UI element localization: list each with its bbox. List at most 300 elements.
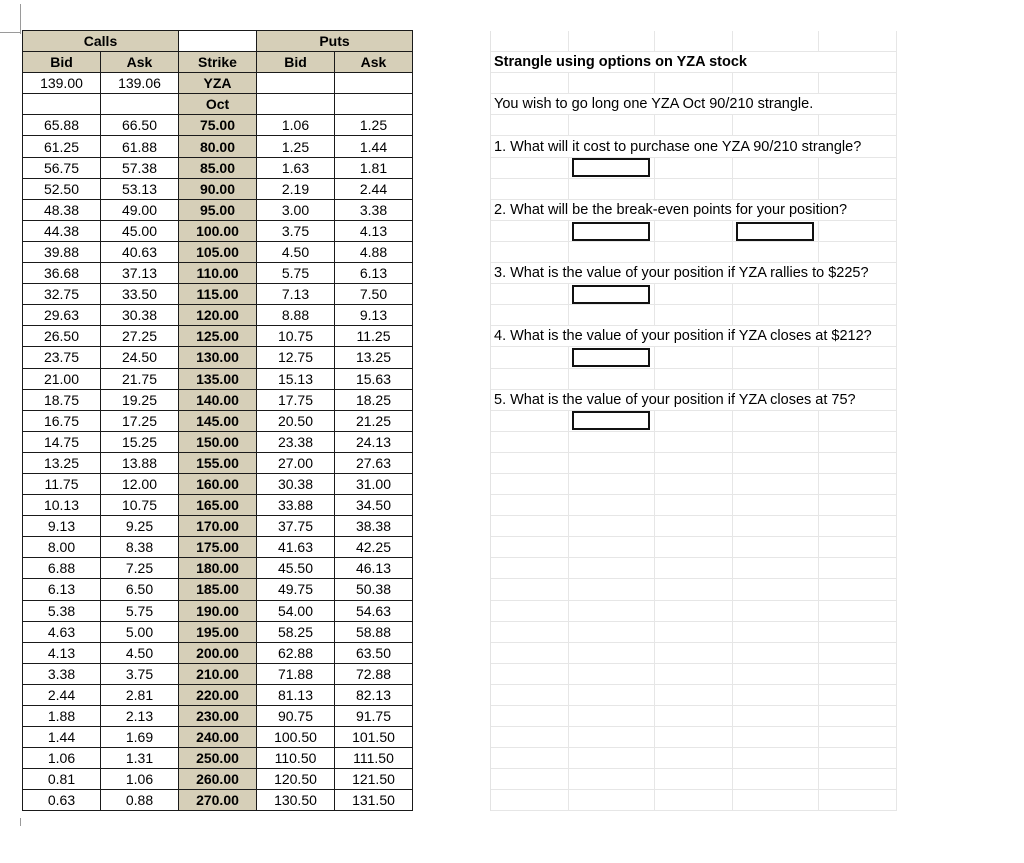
table-row (23, 790, 897, 811)
answer-cell (569, 220, 655, 241)
call-ask: 57.38 (101, 157, 179, 178)
put-bid: 41.63 (257, 537, 335, 558)
empty-cell (819, 347, 897, 368)
empty-cell (655, 748, 733, 769)
put-bid: 17.75 (257, 389, 335, 410)
spacer-cell (413, 241, 491, 262)
call-ask: 10.75 (101, 495, 179, 516)
call-ask: 9.25 (101, 516, 179, 537)
call-bid: 61.25 (23, 136, 101, 157)
empty-cell (569, 31, 655, 52)
put-ask: 131.50 (335, 790, 413, 811)
call-ask: 2.13 (101, 706, 179, 727)
empty-cell (819, 115, 897, 136)
spacer-cell (413, 326, 491, 347)
empty-cell (569, 558, 655, 579)
strike-price: 195.00 (179, 621, 257, 642)
put-ask: 91.75 (335, 706, 413, 727)
call-bid: 3.38 (23, 663, 101, 684)
empty-cell (733, 305, 819, 326)
call-ask: 17.25 (101, 410, 179, 431)
table-row (23, 389, 897, 410)
call-ask: 33.50 (101, 284, 179, 305)
table-row (23, 157, 897, 178)
call-ask: 2.81 (101, 684, 179, 705)
answer-cell (569, 284, 655, 305)
call-ask: 5.00 (101, 621, 179, 642)
call-bid: 10.13 (23, 495, 101, 516)
put-bid: 7.13 (257, 284, 335, 305)
table-row (23, 305, 897, 326)
stock-bid: 139.00 (23, 73, 101, 94)
options-table (22, 30, 897, 811)
put-bid: 27.00 (257, 452, 335, 473)
put-ask: 2.44 (335, 178, 413, 199)
empty-cell (491, 537, 569, 558)
strike-header-blank (179, 31, 257, 52)
put-ask: 111.50 (335, 748, 413, 769)
spacer-cell (413, 452, 491, 473)
empty-cell (733, 31, 819, 52)
empty-cell (491, 115, 569, 136)
empty-cell (491, 748, 569, 769)
spacer-cell (413, 706, 491, 727)
empty-cell (491, 452, 569, 473)
table-row (23, 663, 897, 684)
strike-price: 130.00 (179, 347, 257, 368)
table-row (23, 621, 897, 642)
put-ask: 11.25 (335, 326, 413, 347)
empty-cell (655, 558, 733, 579)
spacer-cell (413, 73, 491, 94)
call-ask: 66.50 (101, 115, 179, 136)
call-bid: 23.75 (23, 347, 101, 368)
empty-cell (655, 706, 733, 727)
empty-cell (491, 157, 569, 178)
empty-cell (491, 600, 569, 621)
empty-cell (569, 115, 655, 136)
spacer-cell (413, 31, 491, 52)
empty-cell (569, 495, 655, 516)
empty-cell (733, 473, 819, 494)
empty-cell (733, 727, 819, 748)
call-bid: 11.75 (23, 473, 101, 494)
put-bid: 81.13 (257, 684, 335, 705)
call-bid: 0.63 (23, 790, 101, 811)
empty-cell (733, 579, 819, 600)
empty-cell (569, 769, 655, 790)
empty-cell (569, 621, 655, 642)
problem-title: Strangle using options on YZA stock (491, 52, 897, 73)
empty-cell (819, 73, 897, 94)
put-bid: 90.75 (257, 706, 335, 727)
put-ask: 1.44 (335, 136, 413, 157)
empty-cell (569, 748, 655, 769)
table-row (23, 600, 897, 621)
empty-cell (655, 452, 733, 473)
empty-cell (491, 727, 569, 748)
answer-box-q2-1[interactable] (572, 222, 650, 241)
empty-cell (655, 663, 733, 684)
answer-box-q2-2[interactable] (736, 222, 814, 241)
put-bid: 1.63 (257, 157, 335, 178)
empty-cell (733, 790, 819, 811)
empty-cell (569, 790, 655, 811)
call-bid: 5.38 (23, 600, 101, 621)
put-ask: 121.50 (335, 769, 413, 790)
empty-cell (569, 368, 655, 389)
empty-cell (491, 769, 569, 790)
empty-cell (733, 663, 819, 684)
table-row (23, 537, 897, 558)
call-bid: 26.50 (23, 326, 101, 347)
table-row (23, 452, 897, 473)
call-ask: 61.88 (101, 136, 179, 157)
sheet-corner-vertical (20, 4, 21, 34)
strike-price: 190.00 (179, 600, 257, 621)
answer-box-q5[interactable] (572, 411, 650, 430)
put-ask: 24.13 (335, 431, 413, 452)
spacer-cell (413, 284, 491, 305)
put-ask: 3.38 (335, 199, 413, 220)
empty-cell (819, 642, 897, 663)
table-row (23, 263, 897, 284)
question-5: 5. What is the value of your position if YZA closes at 75? (491, 389, 897, 410)
put-bid: 100.50 (257, 727, 335, 748)
empty-cell (569, 537, 655, 558)
table-row (23, 115, 897, 136)
table-row (23, 495, 897, 516)
empty-cell (491, 579, 569, 600)
empty-cell (819, 558, 897, 579)
call-bid: 14.75 (23, 431, 101, 452)
spacer-cell (413, 516, 491, 537)
empty-cell (819, 410, 897, 431)
answer-cell (569, 347, 655, 368)
put-ask: 6.13 (335, 263, 413, 284)
table-row (23, 769, 897, 790)
call-bid: 52.50 (23, 178, 101, 199)
empty-cell (819, 516, 897, 537)
strike-price: 85.00 (179, 157, 257, 178)
strike-price: 165.00 (179, 495, 257, 516)
put-ask: 54.63 (335, 600, 413, 621)
put-ask-header: Ask (335, 52, 413, 73)
put-ask: 34.50 (335, 495, 413, 516)
empty-cell (733, 621, 819, 642)
empty-cell (655, 684, 733, 705)
empty-cell (733, 452, 819, 473)
empty-cell (655, 516, 733, 537)
spacer-cell (413, 410, 491, 431)
empty-cell (655, 220, 733, 241)
spacer-cell (413, 199, 491, 220)
empty-cell (819, 727, 897, 748)
empty-cell (733, 157, 819, 178)
empty-cell (569, 663, 655, 684)
empty-cell (819, 495, 897, 516)
empty-cell (819, 621, 897, 642)
put-bid: 10.75 (257, 326, 335, 347)
strike-price: 270.00 (179, 790, 257, 811)
table-row (23, 558, 897, 579)
empty-cell (569, 178, 655, 199)
empty-cell (335, 73, 413, 94)
call-ask: 4.50 (101, 642, 179, 663)
strike-price: 145.00 (179, 410, 257, 431)
put-ask: 50.38 (335, 579, 413, 600)
table-row (23, 347, 897, 368)
call-bid: 16.75 (23, 410, 101, 431)
strike-price: 260.00 (179, 769, 257, 790)
strike-price: 220.00 (179, 684, 257, 705)
empty-cell (491, 663, 569, 684)
empty-cell (733, 516, 819, 537)
strike-price: 150.00 (179, 431, 257, 452)
table-row (23, 642, 897, 663)
empty-cell (491, 368, 569, 389)
put-bid: 3.00 (257, 199, 335, 220)
put-bid: 45.50 (257, 558, 335, 579)
call-bid: 4.63 (23, 621, 101, 642)
table-row (23, 178, 897, 199)
empty-cell (733, 537, 819, 558)
call-ask: 5.75 (101, 600, 179, 621)
call-bid: 36.68 (23, 263, 101, 284)
call-ask: 15.25 (101, 431, 179, 452)
empty-cell (819, 790, 897, 811)
empty-cell (569, 579, 655, 600)
strike-price: 100.00 (179, 220, 257, 241)
empty-cell (491, 178, 569, 199)
empty-cell (819, 748, 897, 769)
empty-cell (569, 600, 655, 621)
spacer-cell (413, 558, 491, 579)
empty-cell (819, 537, 897, 558)
empty-cell (819, 706, 897, 727)
spreadsheet (22, 30, 897, 811)
put-bid: 49.75 (257, 579, 335, 600)
calls-header: Calls (23, 31, 179, 52)
table-row (23, 199, 897, 220)
empty-cell (491, 558, 569, 579)
spacer-cell (413, 748, 491, 769)
put-bid: 2.19 (257, 178, 335, 199)
empty-cell (733, 284, 819, 305)
table-row (23, 326, 897, 347)
sheet-bottom-tick (20, 818, 21, 826)
empty-cell (491, 410, 569, 431)
empty-cell (733, 431, 819, 452)
empty-cell (655, 495, 733, 516)
empty-cell (569, 642, 655, 663)
empty-cell (655, 537, 733, 558)
empty-cell (819, 600, 897, 621)
answer-box-q4[interactable] (572, 348, 650, 367)
call-bid: 65.88 (23, 115, 101, 136)
strike-price: 250.00 (179, 748, 257, 769)
table-row (23, 136, 897, 157)
empty-cell (655, 769, 733, 790)
empty-cell (101, 94, 179, 115)
empty-cell (655, 368, 733, 389)
strike-price: 140.00 (179, 389, 257, 410)
strike-price: 170.00 (179, 516, 257, 537)
call-ask: 1.31 (101, 748, 179, 769)
table-row (23, 284, 897, 305)
put-ask: 42.25 (335, 537, 413, 558)
empty-cell (491, 347, 569, 368)
empty-cell (569, 684, 655, 705)
empty-cell (491, 790, 569, 811)
strike-price: 95.00 (179, 199, 257, 220)
call-bid: 13.25 (23, 452, 101, 473)
empty-cell (655, 431, 733, 452)
empty-cell (491, 621, 569, 642)
spacer-cell (413, 347, 491, 368)
put-ask: 82.13 (335, 684, 413, 705)
put-ask: 63.50 (335, 642, 413, 663)
put-ask: 4.13 (335, 220, 413, 241)
empty-cell (733, 769, 819, 790)
call-bid: 48.38 (23, 199, 101, 220)
strike-price: 200.00 (179, 642, 257, 663)
empty-cell (23, 94, 101, 115)
empty-cell (819, 241, 897, 262)
put-ask: 18.25 (335, 389, 413, 410)
put-bid: 1.06 (257, 115, 335, 136)
sheet-corner-horizontal (0, 32, 20, 33)
empty-cell (569, 706, 655, 727)
put-bid: 37.75 (257, 516, 335, 537)
empty-cell (819, 305, 897, 326)
strike-price: 160.00 (179, 473, 257, 494)
call-ask: 27.25 (101, 326, 179, 347)
answer-cell (569, 157, 655, 178)
call-bid: 8.00 (23, 537, 101, 558)
call-ask: 37.13 (101, 263, 179, 284)
strike-price: 185.00 (179, 579, 257, 600)
spacer-cell (413, 495, 491, 516)
call-bid-header: Bid (23, 52, 101, 73)
spacer-cell (413, 621, 491, 642)
put-ask: 4.88 (335, 241, 413, 262)
empty-cell (655, 284, 733, 305)
spacer-cell (413, 94, 491, 115)
call-ask: 45.00 (101, 220, 179, 241)
empty-cell (335, 94, 413, 115)
put-bid: 110.50 (257, 748, 335, 769)
put-bid: 20.50 (257, 410, 335, 431)
question-2: 2. What will be the break-even points for your position? (491, 199, 897, 220)
put-ask: 15.63 (335, 368, 413, 389)
empty-cell (733, 748, 819, 769)
put-ask: 38.38 (335, 516, 413, 537)
call-bid: 0.81 (23, 769, 101, 790)
empty-cell (733, 706, 819, 727)
empty-cell (257, 73, 335, 94)
strike-price: 115.00 (179, 284, 257, 305)
put-ask: 31.00 (335, 473, 413, 494)
strike-price: 230.00 (179, 706, 257, 727)
call-ask: 1.69 (101, 727, 179, 748)
empty-cell (819, 452, 897, 473)
empty-cell (655, 115, 733, 136)
put-ask: 9.13 (335, 305, 413, 326)
table-row (23, 410, 897, 431)
empty-cell (655, 157, 733, 178)
empty-cell (655, 178, 733, 199)
spacer-cell (413, 136, 491, 157)
answer-box-q1[interactable] (572, 158, 650, 177)
spacer-cell (413, 305, 491, 326)
empty-cell (655, 347, 733, 368)
table-row (23, 241, 897, 262)
call-bid: 21.00 (23, 368, 101, 389)
put-bid: 8.88 (257, 305, 335, 326)
expiry-month: Oct (179, 94, 257, 115)
put-bid: 3.75 (257, 220, 335, 241)
answer-box-q3[interactable] (572, 285, 650, 304)
put-bid: 54.00 (257, 600, 335, 621)
empty-cell (733, 178, 819, 199)
empty-cell (491, 220, 569, 241)
put-bid: 71.88 (257, 663, 335, 684)
empty-cell (655, 241, 733, 262)
empty-cell (733, 73, 819, 94)
put-ask: 21.25 (335, 410, 413, 431)
call-ask: 30.38 (101, 305, 179, 326)
empty-cell (655, 305, 733, 326)
empty-cell (819, 769, 897, 790)
strike-price: 105.00 (179, 241, 257, 262)
empty-cell (655, 790, 733, 811)
empty-cell (569, 431, 655, 452)
empty-cell (819, 368, 897, 389)
strike-price: 135.00 (179, 368, 257, 389)
table-row (23, 727, 897, 748)
call-ask: 24.50 (101, 347, 179, 368)
call-bid: 32.75 (23, 284, 101, 305)
empty-cell (655, 642, 733, 663)
empty-cell (733, 600, 819, 621)
stock-symbol: YZA (179, 73, 257, 94)
answer-cell (733, 220, 819, 241)
call-bid: 6.88 (23, 558, 101, 579)
strike-price: 155.00 (179, 452, 257, 473)
empty-cell (819, 663, 897, 684)
call-bid: 29.63 (23, 305, 101, 326)
call-ask: 19.25 (101, 389, 179, 410)
spacer-cell (413, 220, 491, 241)
table-row (23, 220, 897, 241)
empty-cell (655, 727, 733, 748)
call-ask: 13.88 (101, 452, 179, 473)
empty-cell (733, 347, 819, 368)
strike-price: 210.00 (179, 663, 257, 684)
empty-cell (491, 241, 569, 262)
put-bid: 30.38 (257, 473, 335, 494)
empty-cell (733, 241, 819, 262)
empty-cell (819, 220, 897, 241)
strike-price: 125.00 (179, 326, 257, 347)
put-bid: 130.50 (257, 790, 335, 811)
put-bid-header: Bid (257, 52, 335, 73)
empty-cell (733, 368, 819, 389)
call-bid: 6.13 (23, 579, 101, 600)
call-bid: 56.75 (23, 157, 101, 178)
put-ask: 7.50 (335, 284, 413, 305)
